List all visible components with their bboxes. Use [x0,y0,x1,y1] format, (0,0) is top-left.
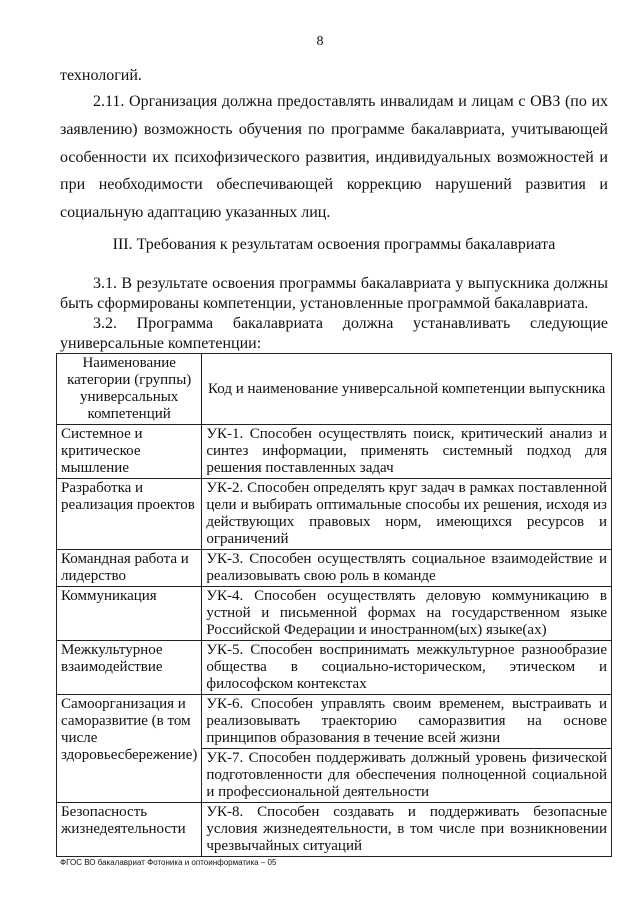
table-row [57,695,612,749]
page-number: 8 [316,34,324,49]
table-header-row [57,354,612,425]
table-row [57,550,612,587]
competency-cell: УК-8. Способен создавать и поддерживать безопасные условия жизнедеятельности, в том числе при возникновении чрезвычайных ситуаций [202,803,612,857]
competency-cell: УК-6. Способен управлять своим временем, выстраивать и реализовывать траекторию саморазвития на основе принципов образования в течение всей жизни [202,695,612,749]
header-code: Код и наименование универсальной компетенции выпускника [202,354,612,425]
competency-cell: УК-7. Способен поддерживать должный уровень физической подготовленности для обеспечения полноценной социальной и профессиональной деятельности [202,749,612,803]
category-cell: Коммуникация [57,587,202,641]
footer: ФГОС ВО бакалавриат Фотоника и оптоинформатика – 05 [60,858,277,867]
competency-cell: УК-2. Способен определять круг задач в рамках поставленной цели и выбирать оптимальные способы их решения, исходя из действующих правовых норм, имеющихся ресурсов и ограничений [202,479,612,550]
paragraph-3-2: 3.2. Программа бакалавриата должна устанавливать следующие универсальные компетенции: [60,315,608,352]
section-title: III. Требования к результатам освоения программы бакалавриата [112,236,556,253]
category-cell: Межкультурное взаимодействие [57,641,202,695]
category-cell: Системное и критическое мышление [57,425,202,479]
category-cell: Разработка и реализация проектов [57,479,202,550]
paragraph-2-11: 2.11. Организация должна предоставлять инвалидам и лицам с ОВЗ (по их заявлению) возможность обучения по программе бакалавриата, учитывающей особенности их психофизического развития, индивидуальных возможностей и при необходимости обеспечивающей коррекцию нарушений развития и социальную адаптацию указанных лиц. [60,93,608,222]
table-row [57,479,612,550]
intro-text: технологий. [60,67,142,84]
competency-cell: УК-3. Способен осуществлять социальное взаимодействие и реализовывать свою роль в команде [202,550,612,587]
category-cell: Командная работа и лидерство [57,550,202,587]
competency-cell: УК-4. Способен осуществлять деловую коммуникацию в устной и письменной формах на государственном языке Российской Федерации и иностранном(ых) языке(ах) [202,587,612,641]
table-row [57,587,612,641]
table-row [57,803,612,857]
table-row [57,641,612,695]
competencies-table [56,353,612,857]
category-cell: Самоорганизация и саморазвитие (в том числе здоровьесбережение) [57,695,202,803]
competency-cell: УК-1. Способен осуществлять поиск, критический анализ и синтез информации, применять системный подход для решения поставленных задач [202,425,612,479]
competency-cell: УК-5. Способен воспринимать межкультурное разнообразие общества в социально-историческом, этическом и философском контекстах [202,641,612,695]
header-category: Наименование категории (группы) универсальных компетенций [57,354,202,425]
paragraph-3-1: 3.1. В результате освоения программы бакалавриата у выпускника должны быть сформированы компетенции, установленные программой бакалавриата. [60,275,608,312]
table-row [57,425,612,479]
category-cell: Безопасность жизнедеятельности [57,803,202,857]
